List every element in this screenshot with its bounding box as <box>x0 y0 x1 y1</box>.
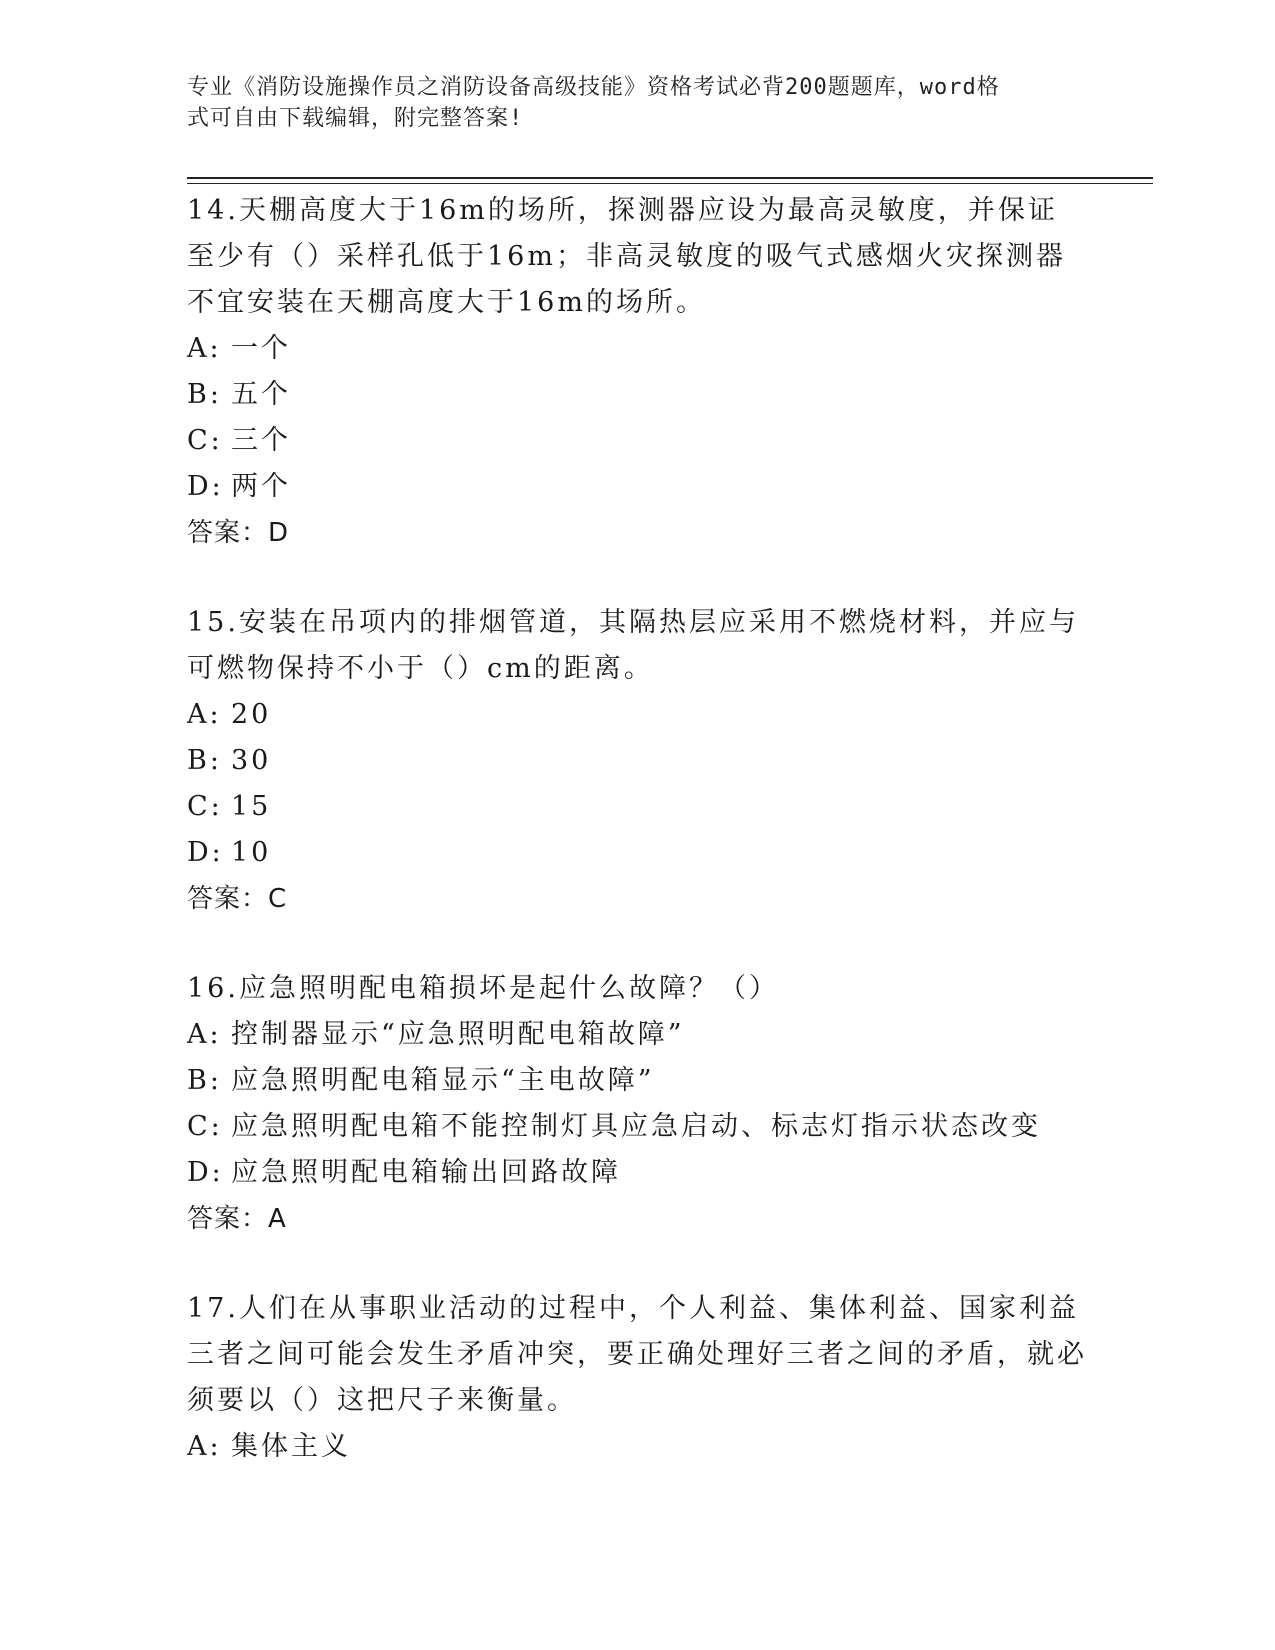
option-key: D: <box>187 471 224 502</box>
question-14 <box>187 188 1087 556</box>
option-a <box>187 1012 1087 1058</box>
question-16 <box>187 966 1087 1242</box>
option-key: A: <box>187 1019 222 1050</box>
header-divider-thick <box>187 177 1153 179</box>
header-line-1: 专业《消防设施操作员之消防设备高级技能》资格考试必背200题题库，word格 <box>187 75 1000 100</box>
option-c <box>187 784 1087 830</box>
option-d <box>187 464 1087 510</box>
option-a <box>187 326 1087 372</box>
option-key: A: <box>187 1431 222 1462</box>
header-divider-thin <box>187 183 1153 184</box>
option-key: B: <box>187 379 222 410</box>
question-stem: 15.安装在吊项内的排烟管道，其隔热层应采用不燃烧材料，并应与可燃物保持不小于（）cm的距离。 <box>187 607 1079 684</box>
option-text: 两个 <box>231 471 291 502</box>
option-key: B: <box>187 745 222 776</box>
option-b <box>187 372 1087 418</box>
option-text: 20 <box>231 699 272 730</box>
answer-line: 答案：D <box>187 518 290 548</box>
option-text: 一个 <box>231 333 291 364</box>
option-text: 15 <box>231 791 272 822</box>
option-text: 五个 <box>231 379 291 410</box>
option-text: 应急照明配电箱显示“主电故障” <box>231 1065 655 1096</box>
document-header <box>187 72 1067 134</box>
option-text: 控制器显示“应急照明配电箱故障” <box>231 1019 685 1050</box>
option-c <box>187 1104 1087 1150</box>
option-key: C: <box>187 1111 223 1142</box>
option-d <box>187 830 1087 876</box>
option-b <box>187 738 1087 784</box>
option-key: C: <box>187 425 223 456</box>
option-b <box>187 1058 1087 1104</box>
answer-line: 答案：A <box>187 1204 287 1234</box>
question-15 <box>187 600 1087 922</box>
question-list <box>187 188 1087 1514</box>
option-key: B: <box>187 1065 222 1096</box>
option-key: A: <box>187 699 222 730</box>
option-key: D: <box>187 1157 224 1188</box>
option-key: D: <box>187 837 224 868</box>
option-text: 应急照明配电箱不能控制灯具应急启动、标志灯指示状态改变 <box>231 1111 1041 1142</box>
option-text: 集体主义 <box>231 1431 351 1462</box>
option-key: A: <box>187 333 222 364</box>
option-text: 应急照明配电箱输出回路故障 <box>231 1157 621 1188</box>
option-d <box>187 1150 1087 1196</box>
option-text: 三个 <box>231 425 291 456</box>
option-text: 30 <box>231 745 272 776</box>
option-text: 10 <box>231 837 272 868</box>
question-stem: 14.天棚高度大于16m的场所，探测器应设为最高灵敏度，并保证至少有（）采样孔低于16m；非高灵敏度的吸气式感烟火灾探测器不宜安装在天棚高度大于16m的场所。 <box>187 195 1066 318</box>
question-17 <box>187 1286 1087 1470</box>
option-a <box>187 692 1087 738</box>
option-key: C: <box>187 791 223 822</box>
option-a <box>187 1424 1087 1470</box>
question-stem: 16.应急照明配电箱损坏是起什么故障？（） <box>187 973 779 1004</box>
header-line-2: 式可自由下载编辑，附完整答案! <box>187 106 524 131</box>
answer-line: 答案：C <box>187 884 288 914</box>
option-c <box>187 418 1087 464</box>
question-stem: 17.人们在从事职业活动的过程中，个人利益、集体利益、国家利益三者之间可能会发生矛盾冲突，要正确处理好三者之间的矛盾，就必须要以（）这把尺子来衡量。 <box>187 1293 1087 1416</box>
